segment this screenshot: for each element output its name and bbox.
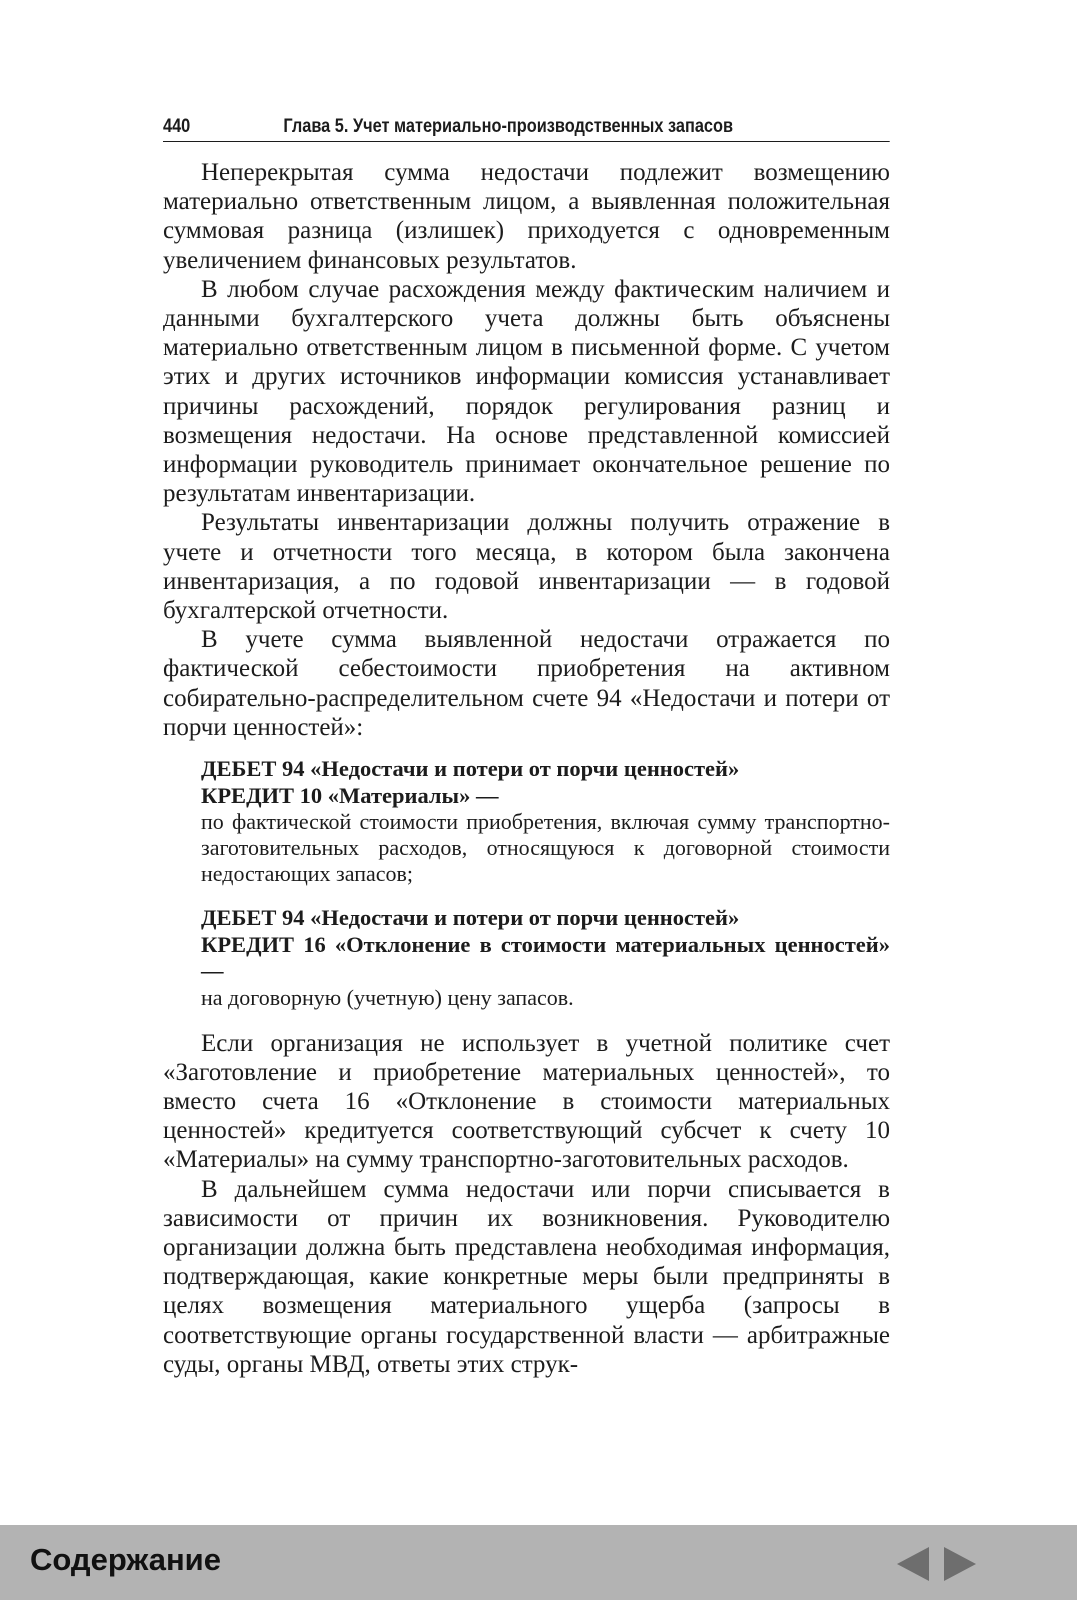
paragraph: Если организация не использует в учетной политике счет «Заготовление и приобретение материальных ценностей», то вместо счета 16 «Отклонение в стоимости материальных ценностей» кредитуется соответствующий субсчет к счету 10 «Материалы» на сумму транспортно-заготовительных расходов. <box>163 1029 890 1174</box>
paragraph: В дальнейшем сумма недостачи или порчи списывается в зависимости от причин их возникновения. Руководителю организации должна быть представлена необходимая информация, подтверждающая, какие конкретные меры были предприняты в целях возмещения материального ущерба (запросы в соответствующие органы государственной власти — арбитражные суды, органы МВД, ответы этих струк- <box>163 1175 890 1378</box>
paragraph: Результаты инвентаризации должны получить отражение в учете и отчетности того месяца, в котором была закончена инвентаризация, а по годовой инвентаризации — в годовой бухгалтерской отчетности. <box>163 509 890 625</box>
page-body <box>163 158 890 1379</box>
entry-description: на договорную (учетную) цену запасов. <box>201 984 574 1010</box>
triangle-right-icon <box>942 1546 978 1582</box>
contents-link[interactable]: Содержание <box>30 1542 221 1577</box>
entry-credit: КРЕДИТ 10 «Материалы» — <box>201 782 499 808</box>
paragraph-group <box>163 1029 890 1379</box>
paragraph: Неперекрытая сумма недостачи подлежит возмещению материально ответственным лицом, а выявленная положительная суммовая разница (излишек) приходуется с одновременным увеличением финансовых результатов. <box>163 159 890 274</box>
entry-debit: ДЕБЕТ 94 «Недостачи и потери от порчи ценностей» <box>201 905 740 931</box>
running-header <box>163 113 890 142</box>
entry-credit: КРЕДИТ 16 «Отклонение в стоимости материальных ценностей» — <box>201 931 890 984</box>
accounting-entry <box>201 905 890 1011</box>
paragraph: В учете сумма выявленной недостачи отражается по фактической себестоимости приобретения на активном собирательно-распределительном счете 94 «Недостачи и потери от порчи ценностей»: <box>163 626 890 741</box>
previous-page-button[interactable] <box>895 1546 931 1582</box>
entry-description: по фактической стоимости приобретения, включая сумму транспортно-заготовительных расходов, относящуюся к договорной стоимости недостающих запасов; <box>201 809 890 887</box>
chapter-title: Глава 5. Учет материально-производственных запасов <box>283 116 734 137</box>
page-number: 440 <box>163 116 191 137</box>
next-page-button[interactable] <box>942 1546 978 1582</box>
navigation-bar <box>0 1525 1077 1600</box>
triangle-left-icon <box>895 1546 931 1582</box>
paragraph: В любом случае расхождения между фактическим наличием и данными бухгалтерского учета должны быть объяснены материально ответственным лицом в письменной форме. С учетом этих и других источников информации комиссия устанавливает причины расхождений, порядок регулирования разниц и возмещения недостачи. На основе представленной комиссией информации руководитель принимает окончательное решение по результатам инвентаризации. <box>163 275 890 508</box>
entry-debit: ДЕБЕТ 94 «Недостачи и потери от порчи ценностей» <box>201 756 740 782</box>
accounting-entry <box>201 756 890 887</box>
